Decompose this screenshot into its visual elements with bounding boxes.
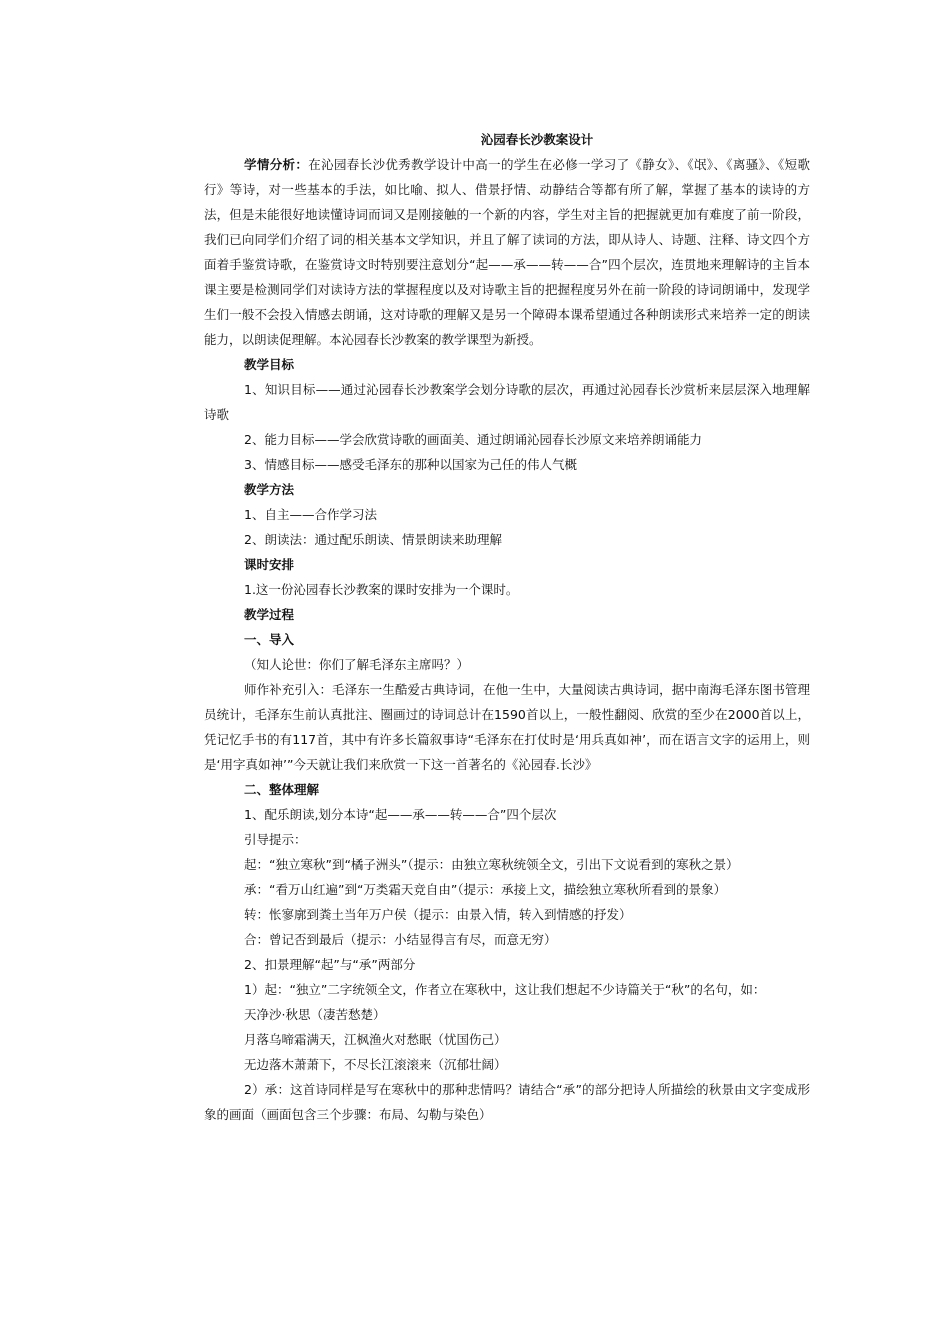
part2-zhuan: 转：怅寥廓到粪土当年万户侯（提示：由景入情，转入到情感的抒发） — [244, 907, 632, 922]
goal-item: 1、知识目标——通过沁园春长沙教案学会划分诗歌的层次，再通过沁园春长沙赏析来层层深入地理解诗歌 — [204, 382, 810, 422]
analysis-label: 学情分析： — [244, 157, 309, 172]
document-title: 沁园春长沙教案设计 — [480, 132, 594, 147]
part2-qi: 起：“独立寒秋”到“橘子洲头”（提示：由独立寒秋统领全文，引出下文说看到的寒秋之景） — [244, 857, 739, 872]
part1-heading: 一、导入 — [244, 632, 295, 647]
part2-cheng: 承：“看万山红遍”到“万类霜天竞自由”（提示：承接上文，描绘独立寒秋所看到的景象） — [244, 882, 727, 897]
goal-item: 3、情感目标——感受毛泽东的那种以国家为己任的伟人气概 — [244, 457, 577, 472]
part2-step-1: 1、配乐朗读,划分本诗“起——承——转——合”四个层次 — [244, 807, 557, 822]
part2-step-2-2: 2）承：这首诗同样是写在寒秋中的那种悲情吗？请结合“承”的部分把诗人所描绘的秋景由文字变成形象的画面（画面包含三个步骤：布局、勾勒与染色） — [204, 1082, 810, 1122]
analysis-paragraph — [204, 152, 810, 352]
analysis-text: 在沁园春长沙优秀教学设计中高一的学生在必修一学习了《静女》、《氓》、《离骚》、《短歌行》等诗，对一些基本的手法，如比喻、拟人、借景抒情、动静结合等都有所了解，掌握了基本的读诗的方法，但是未能很好地读懂诗词而词又是刚接触的一个新的内容，学生对主旨的把握就更加有难度了前一阶段，我们已向同学们介绍了词的相关基本文学知识，并且了解了读词的方法，即从诗人、诗题、注释、诗文四个方面着手鉴赏诗歌，在鉴赏诗文时特别要注意划分“起——承——转——合”四个层次，连贯地来理解诗的主旨本课主要是检测同学们对读诗方法的掌握程度以及对诗歌主旨的把握程度另外在前一阶段的诗词朗诵中，发现学生们一般不会投入情感去朗诵，这对诗歌的理解又是另一个障碍本课希望通过各种朗读形式来培养一定的朗读能力，以朗读促理解。本沁园春长沙教案的教学课型为新授。 — [204, 157, 810, 347]
part1-note: （知人论世：你们了解毛泽东主席吗？） — [244, 657, 470, 672]
part2-he: 合：曾记否到最后（提示：小结显得言有尽，而意无穷） — [244, 932, 557, 947]
document-body — [204, 127, 810, 1127]
schedule-item: 1.这一份沁园春长沙教案的课时安排为一个课时。 — [244, 582, 519, 597]
poem-line: 月落乌啼霜满天，江枫渔火对愁眠（忧国伤己） — [244, 1032, 507, 1047]
part2-heading: 二、整体理解 — [244, 782, 320, 797]
poem-line: 天净沙·秋思（凄苦愁楚） — [244, 1007, 386, 1022]
method-item: 1、自主——合作学习法 — [244, 507, 377, 522]
method-item: 2、朗读法：通过配乐朗读、情景朗读来助理解 — [244, 532, 502, 547]
process-heading: 教学过程 — [244, 607, 295, 622]
goal-item: 2、能力目标——学会欣赏诗歌的画面美、通过朗诵沁园春长沙原文来培养朗诵能力 — [244, 432, 702, 447]
goals-heading: 教学目标 — [244, 357, 295, 372]
schedule-heading: 课时安排 — [244, 557, 295, 572]
methods-heading: 教学方法 — [244, 482, 295, 497]
part2-step-2-1: 1）起：“独立”二字统领全文，作者立在寒秋中，这让我们想起不少诗篇关于“秋”的名句，如： — [244, 982, 766, 997]
poem-line: 无边落木萧萧下，不尽长江滚滚来（沉郁壮阔） — [244, 1057, 507, 1072]
part2-guide: 引导提示： — [244, 832, 307, 847]
part2-step-2: 2、扣景理解“起”与“承”两部分 — [244, 957, 416, 972]
part1-text: 师作补充引入：毛泽东一生酷爱古典诗词，在他一生中，大量阅读古典诗词，据中南海毛泽东图书管理员统计，毛泽东生前认真批注、圈画过的诗词总计在1590首以上，一般性翻阅、欣赏的至少在2000首以上，凭记忆手书的有117首，其中有许多长篇叙事诗“毛泽东在打仗时是‘用兵真如神’，而在语言文字的运用上，则是‘用字真如神’”今天就让我们来欣赏一下这一首著名的《沁园春.长沙》 — [204, 682, 810, 772]
